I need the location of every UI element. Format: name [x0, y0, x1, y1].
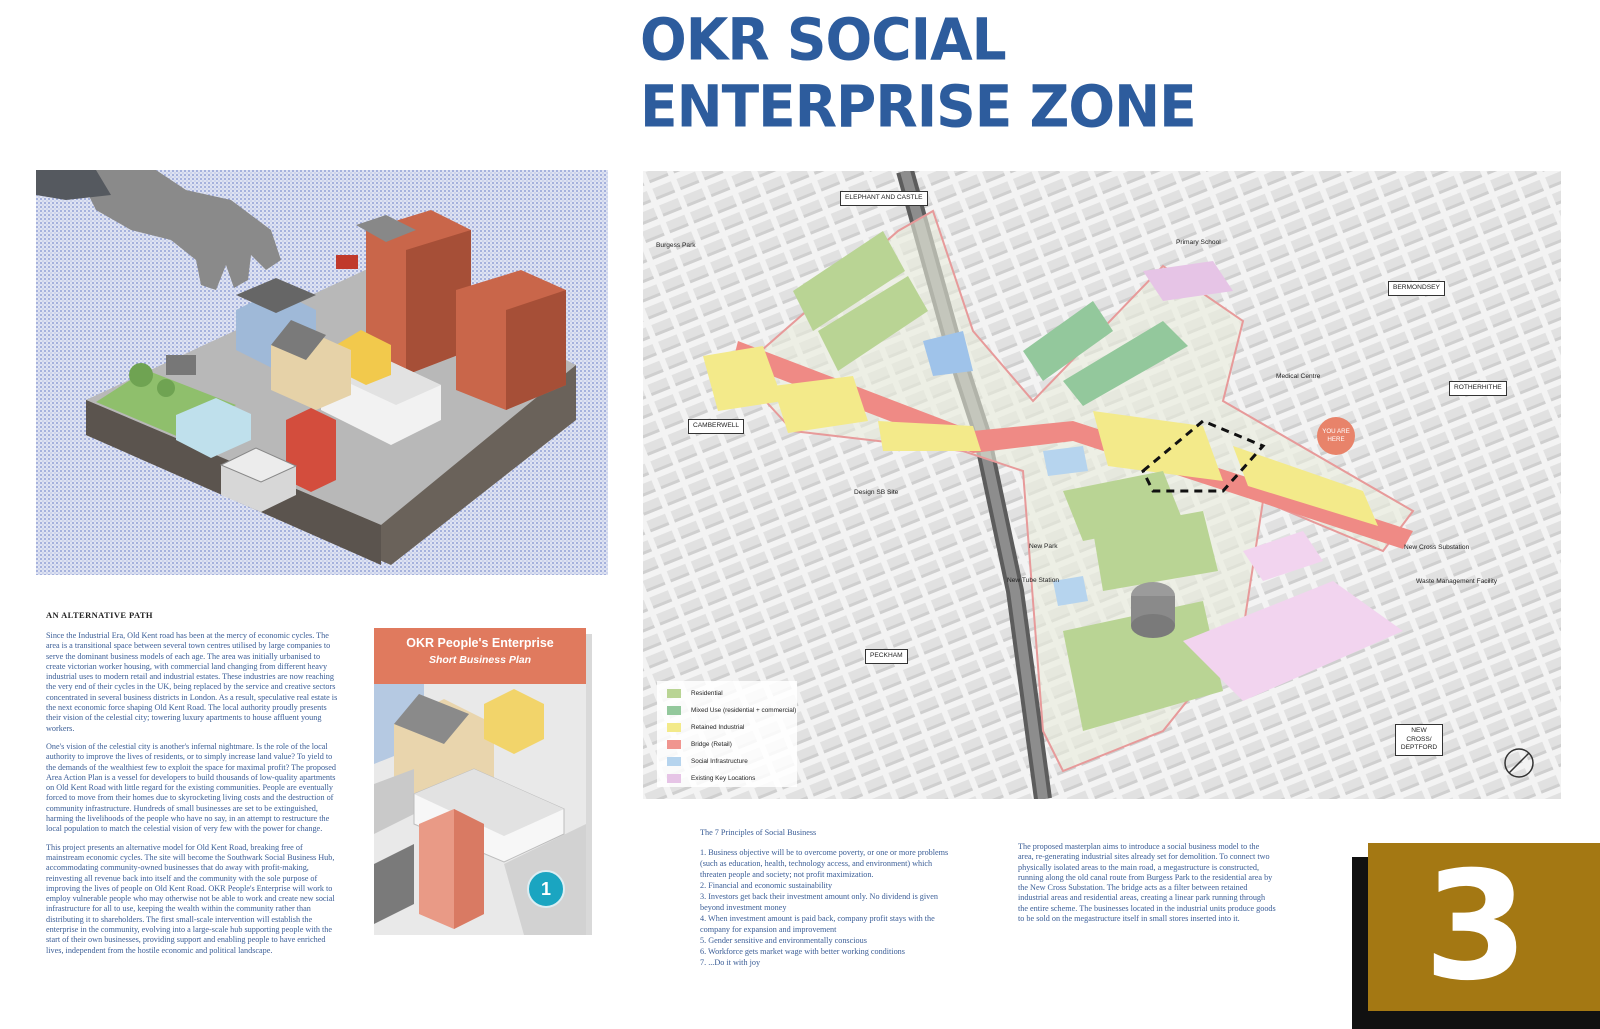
legend-label: Residential	[691, 689, 723, 697]
map-label-camberwell: CAMBERWELL	[688, 419, 744, 434]
alternative-path-paragraph-3: This project presents an alternative model for Old Kent Road, breaking free of mainstream economic cycles. The site will become the Southwark Social Business Hub, accommodating community-owned businesses that do away with profit-making, reinvesting all revenue back into itself and the community with the sole purpose of improving the lives of people on Old Kent Road. OKR People's Enterprise will work to employ vulnerable people who may otherwise not be able to work and create new social infrastructure for all to use, keeping the wealth within the community rather than distributing it to shareholders. The first small-scale intervention will establish the enterprise in the community, evolving into a large-scale hub supporting people with the start of their own businesses, providing support and enabling people to have enriched lives, independent from the hostile economic and political landscape.	[46, 842, 335, 955]
you-are-here-line-1: YOU ARE	[1322, 428, 1350, 435]
isometric-illustration	[36, 170, 608, 575]
principle-line: 5. Gender sensitive and environmentally conscious	[700, 936, 867, 945]
legend-swatch	[667, 774, 681, 783]
map-label-rotherhithe: ROTHERHITHE	[1449, 381, 1507, 396]
principle-line: 3. Investors get back their investment amount only. No dividend is given	[700, 892, 939, 901]
page-title	[640, 6, 1196, 140]
principle-line: 4. When investment amount is paid back, company profit stays with the	[700, 914, 935, 923]
principles-title: The 7 Principles of Social Business	[700, 828, 817, 837]
social-business-principles	[700, 828, 950, 968]
isometric-illustration-art	[36, 170, 608, 575]
principle-line: 1. Business objective will be to overcome poverty, or one or more problems	[700, 848, 949, 857]
booklet-header	[374, 628, 586, 684]
map-label-elephant-and-castle: ELEPHANT AND CASTLE	[840, 191, 928, 206]
title-line-1: OKR SOCIAL	[640, 6, 1006, 74]
principle-line: company for expansion and improvement	[700, 925, 837, 934]
map-note-primary-school: Primary School	[1176, 239, 1221, 246]
map-note-medical-centre: Medical Centre	[1276, 373, 1321, 380]
legend-swatch	[667, 689, 681, 698]
principles-list	[700, 847, 950, 968]
legend-swatch	[667, 723, 681, 732]
legend-item	[667, 721, 744, 733]
legend-item	[667, 755, 748, 767]
legend-swatch	[667, 740, 681, 749]
legend-label: Bridge (Retail)	[691, 740, 732, 748]
principle-line: 2. Financial and economic sustainability	[700, 881, 833, 890]
legend-label: Mixed Use (residential + commercial)	[691, 706, 797, 714]
booklet-subtitle: Short Business Plan	[428, 654, 532, 666]
page-number: 3	[1423, 840, 1525, 1014]
alternative-path-body	[46, 631, 338, 964]
alternative-path-paragraph-2: One's vision of the celestial city is another's infernal nightmare. Is the role of the local authority to improve the lives of residents, or to simply increase land value? To yield to the demands of the wealthiest few to exploit the space for maximal profit? The proposed Area Action Plan is a vessel for developers to build thousands of low-quality apartments on Old Kent Road with little regard for the existing communities. People are eventually forced to move from their homes due to skyrocketing living costs and the destruction of community infrastructure. Hundreds of small businesses are set to be extinguished, harming the livelihoods of the people who have no say, in an attempt to restructure the local population to match the celestial vision of very few with the power for change.	[46, 741, 336, 834]
map-note-design-sb-site: Design SB Site	[854, 489, 899, 496]
principle-line: (such as education, health, technology access, and environment) which	[700, 859, 933, 868]
legend-item	[667, 704, 796, 716]
map-note-waste-management-facility: Waste Management Facility	[1416, 578, 1498, 585]
map-note-new-park: New Park	[1029, 543, 1058, 550]
map-note-burgess-park: Burgess Park	[656, 242, 696, 249]
you-are-here-marker	[1317, 417, 1355, 455]
you-are-here-line-2: HERE	[1327, 436, 1345, 443]
title-line-2: ENTERPRISE ZONE	[640, 73, 1196, 141]
map-label-new-cross-deptford: NEW CROSS/ DEPTFORD	[1395, 724, 1443, 756]
principle-line: 7. ...Do it with joy	[700, 958, 761, 967]
map-note-new-tube-station: New Tube Station	[1007, 577, 1060, 584]
map-label-bermondsey: BERMONDSEY	[1388, 281, 1445, 296]
page-number-block	[1368, 840, 1600, 1014]
alternative-path-heading: AN ALTERNATIVE PATH	[46, 610, 153, 620]
legend-item	[667, 772, 755, 784]
business-plan-booklet	[374, 628, 594, 935]
legend-label: Social Infrastructure	[691, 757, 748, 765]
legend-label: Retained Industrial	[691, 723, 745, 731]
legend-swatch	[667, 757, 681, 766]
legend-item	[667, 687, 723, 699]
masterplan-map	[643, 171, 1561, 799]
map-legend	[657, 681, 797, 787]
principle-line: threaten people and society; not profit maximization.	[700, 870, 874, 879]
legend-swatch	[667, 706, 681, 715]
principle-line: beyond investment money	[700, 903, 787, 912]
map-label-peckham: PECKHAM	[865, 649, 908, 664]
booklet-number-badge: 1	[527, 870, 565, 908]
booklet-title: OKR People's Enterprise	[406, 636, 554, 650]
alternative-path-paragraph-1: Since the Industrial Era, Old Kent road has been at the mercy of economic cycles. The area is a transitional space between several town centres utilised by large companies to serve the dominant business models of each age. The area was initially urbanised to create victorian worker housing, with commercial land changing from different heavy industrial uses to modern retail and industrial estates. These industries are now reaching the very end of their cycles in the UK, being replaced by the service and creative sectors concentrated in several business districts in London. As a result, speculative real estate is the next economic force shaping Old Kent Road. The local authority proudly presents their vision of the celestial city; towering luxury apartments to house affluent young workers.	[46, 631, 338, 733]
map-note-new-cross-substation: New Cross Substation	[1404, 544, 1470, 551]
legend-item	[667, 738, 732, 750]
masterplan-description: The proposed masterplan aims to introduce a social business model to the area, re-generating industrial sites already set for demolition. To connect two physically isolated areas to the main road, a megastructure is constructed, running along the old canal route from Burgess Park to the residential area by the New Cross Substation. The bridge acts as a filter between retained industrial areas and residential areas, creating a linear park running through the entire scheme. The businesses located in the industrial units produce goods to be sold on the megastructure itself in small stores inserted into it.	[1018, 842, 1276, 924]
principle-line: 6. Workforce gets market wage with better working conditions	[700, 947, 905, 956]
legend-label: Existing Key Locations	[691, 774, 756, 782]
